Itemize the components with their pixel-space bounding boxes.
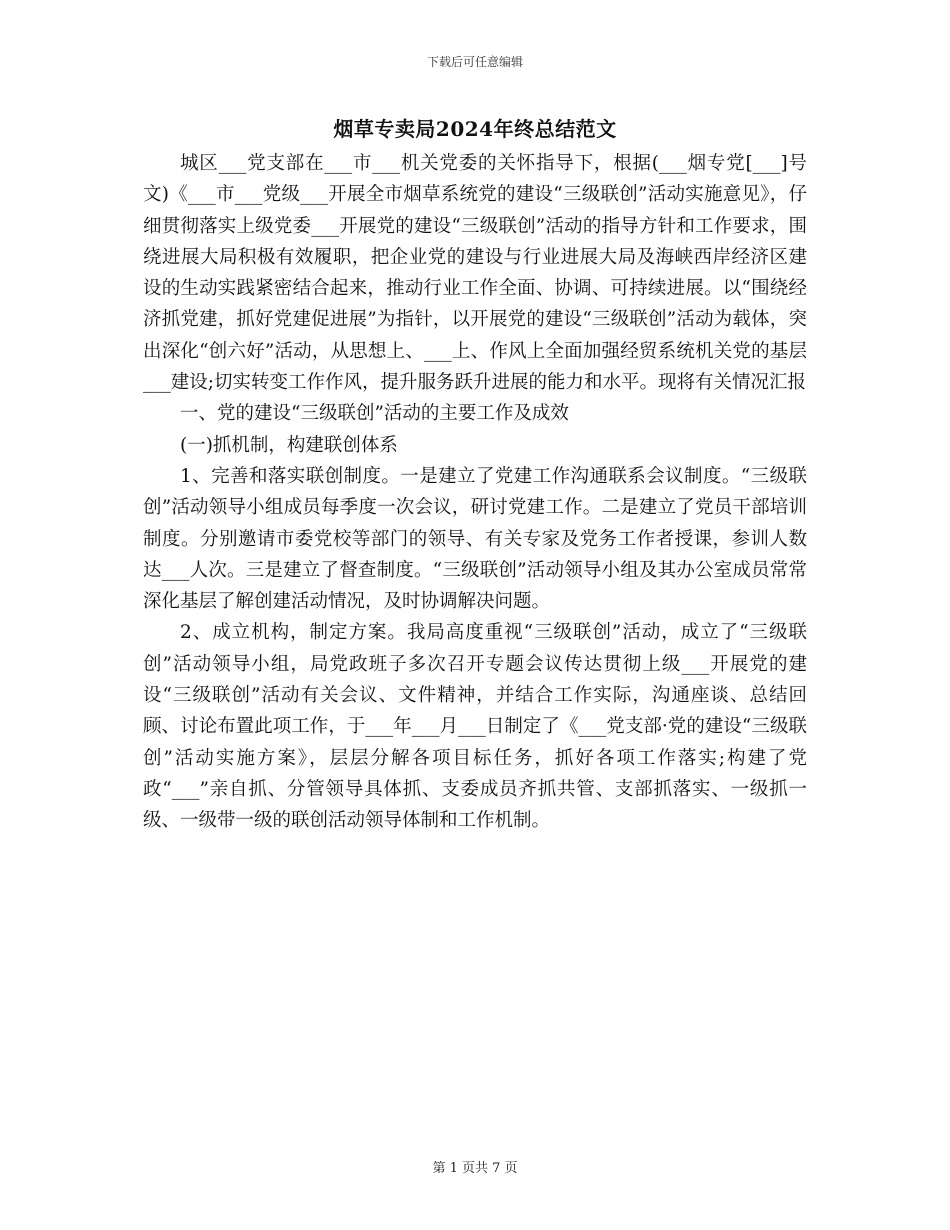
- document-title: 烟草专卖局2024年终总结范文: [333, 117, 617, 141]
- section-heading-1: 一、党的建设“三级联创”活动的主要工作及成效: [180, 403, 569, 425]
- paragraph-item-1: 1、完善和落实联创制度。一是建立了党建工作沟通联系会议制度。“三级联创”活动领导小组成员每季度一次会议，研讨党建工作。二是建立了党员干部培训制度。分别邀请市委党校等部门的领导、有关专家及党务工作者授课，参训人数达___人次。三是建立了督查制度。“三级联创”活动领导小组及其办公室成员常常深化基层了解创建活动情况，及时协调解决问题。: [143, 465, 807, 613]
- subsection-heading-1: (一)抓机制，构建联创体系: [180, 434, 398, 456]
- document-body: [143, 148, 807, 837]
- page-number: 第 1 页共 7 页: [432, 1161, 518, 1176]
- paragraph-item-2: 2、成立机构，制定方案。我局高度重视“三级联创”活动，成立了“三级联创”活动领导小组，局党政班子多次召开专题会议传达贯彻上级___开展党的建设“三级联创”活动有关会议、文件精神，并结合工作实际，沟通座谈、总结回顾、讨论布置此项工作，于___年___月___日制定了《___党支部·党的建设“三级联创”活动实施方案》，层层分解各项目标任务，抓好各项工作落实;构建了党政“___”亲自抓、分管领导具体抓、支委成员齐抓共管、支部抓落实、一级抓一级、一级带一级的联创活动领导体制和工作机制。: [143, 622, 807, 832]
- page-header-note: 下载后可任意编辑: [426, 55, 523, 69]
- paragraph-intro: 城区___党支部在___市___机关党委的关怀指导下，根据(___烟专党[___]号文)《___市___党级___开展全市烟草系统党的建设“三级联创”活动实施意见》，仔细贯彻落实上级党委___开展党的建设“三级联创”活动的指导方针和工作要求，围绕进展大局积极有效履职，把企业党的建设与行业进展大局及海峡西岸经济区建设的生动实践紧密结合起来，推动行业工作全面、协调、可持续进展。以“围绕经济抓党建，抓好党建促进展”为指针，以开展党的建设“三级联创”活动为载体，突出深化“创六好”活动，从思想上、___上、作风上全面加强经贸系统机关党的基层___建设;切实转变工作作风，提升服务跃升进展的能力和水平。现将有关情况汇报: [143, 153, 807, 394]
